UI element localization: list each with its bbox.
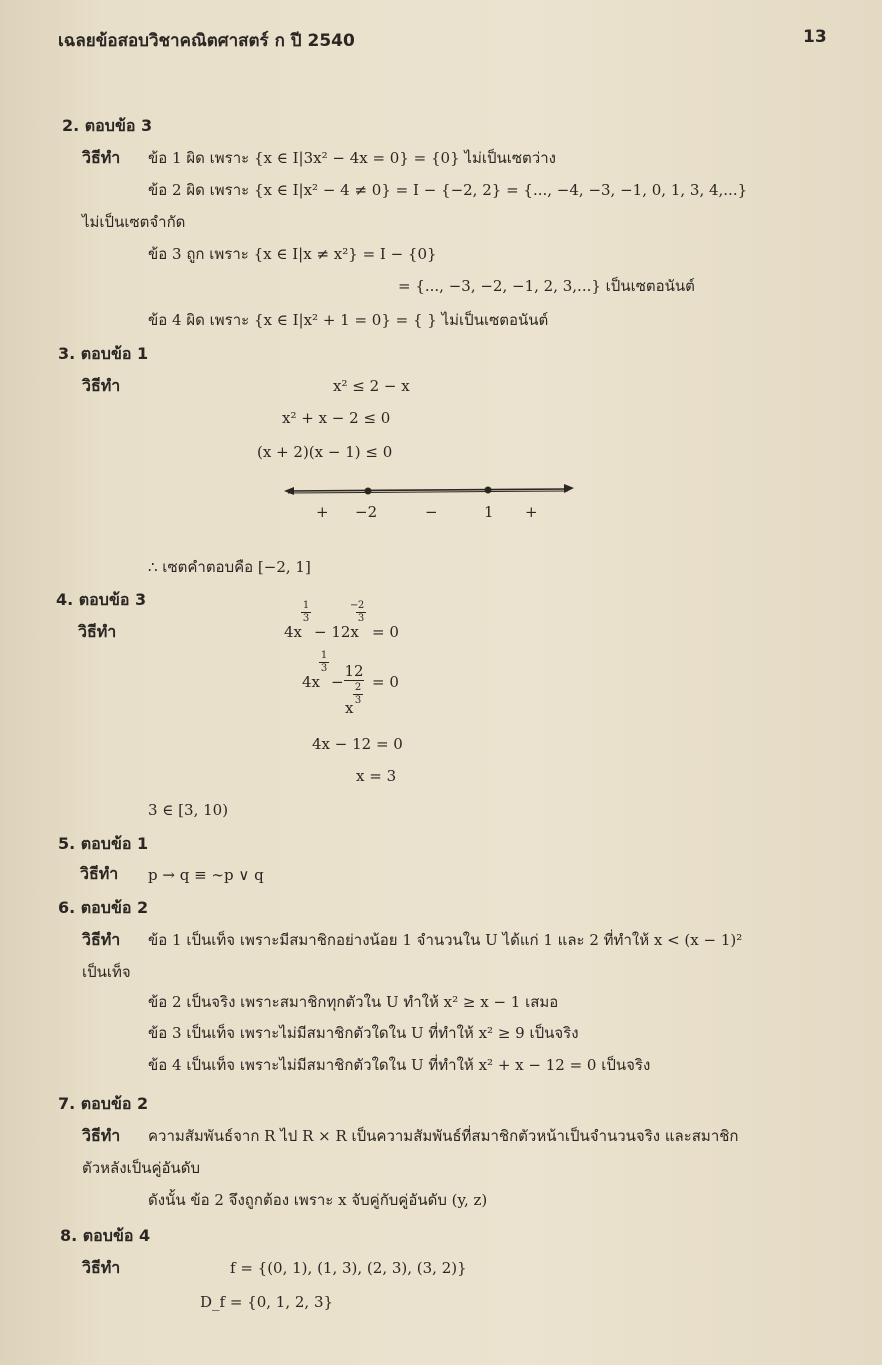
q3-eq2: x² + x − 2 ≤ 0 [282, 409, 391, 427]
running-header-title: เฉลยข้อสอบวิชาคณิตศาสตร์ ก ปี 2540 [58, 31, 355, 51]
q4-eq2-frac-den-exp [353, 682, 363, 707]
q6-line3: ข้อ 3 เป็นเท็จ เพราะไม่มีสมาชิกตัวใดใน U ที่ทำให้ x² ≥ 9 เป็นจริง [148, 1024, 579, 1042]
q7-line2: ดังนั้น ข้อ 2 จึงถูกต้อง เพราะ x จับคู่กับคู่อันดับ (y, z) [148, 1191, 488, 1209]
label-one: 1 [484, 503, 494, 521]
point-minus-two [365, 488, 372, 495]
q4-method-label: วิธีทำ [78, 622, 117, 641]
q4-eq2-term1-base: 4x [302, 673, 321, 691]
q8-eq2: D_f = {0, 1, 2, 3} [200, 1293, 334, 1311]
q4-eq2-den-exp-den: 3 [354, 695, 362, 706]
q8-heading: 8. ตอบข้อ 4 [60, 1226, 151, 1245]
q4-eq1-exp1-den: 3 [302, 613, 310, 624]
q2-heading: 2. ตอบข้อ 3 [62, 116, 153, 135]
number-line-diagram [282, 480, 578, 500]
q4-eq2-exp1 [319, 650, 329, 675]
q6-line1b: เป็นเท็จ [82, 963, 131, 981]
q5-eq: p → q ≡ ∼p ∨ q [148, 866, 264, 884]
page-number: 13 [803, 27, 827, 47]
q6-line1: ข้อ 1 เป็นเท็จ เพราะมีสมาชิกอย่างน้อย 1 จำนวนใน U ได้แก่ 1 และ 2 ที่ทำให้ x < (x − 1)² [148, 931, 743, 949]
q4-eq1-term1-base: 4x [284, 623, 303, 641]
q6-heading: 6. ตอบข้อ 2 [58, 898, 149, 917]
q4-conclusion: 3 ∈ [3, 10) [148, 801, 229, 819]
point-one [485, 487, 492, 494]
q4-eq2-frac-num: 12 [344, 662, 364, 680]
sign-minus-middle: − [425, 503, 438, 521]
q4-eq2-rhs: = 0 [372, 673, 399, 691]
q7-method-label: วิธีทำ [82, 1126, 121, 1145]
q3-eq1: x² ≤ 2 − x [333, 377, 410, 395]
q6-method-label: วิธีทำ [82, 930, 121, 949]
number-line [288, 489, 568, 491]
q6-line4: ข้อ 4 เป็นเท็จ เพราะไม่มีสมาชิกตัวใดใน U ที่ทำให้ x² + x − 12 = 0 เป็นจริง [148, 1056, 651, 1074]
q4-eq2-den-exp-num: 2 [354, 682, 362, 693]
arrow-right-icon [564, 484, 574, 493]
q4-eq2-minus: − [331, 673, 344, 691]
q2-line4: ข้อ 4 ผิด เพราะ {x ∈ I|x² + 1 = 0} = { } ไม่เป็นเซตอนันต์ [148, 311, 549, 329]
q8-method-label: วิธีทำ [82, 1258, 121, 1277]
q7-heading: 7. ตอบข้อ 2 [58, 1094, 149, 1113]
arrow-left-icon [284, 487, 294, 495]
q2-line3: ข้อ 3 ถูก เพราะ {x ∈ I|x ≠ x²} = I − {0} [148, 245, 437, 263]
q4-eq2-exp1-den: 3 [320, 663, 328, 674]
q4-eq4: x = 3 [356, 767, 397, 785]
q2-method-label: วิธีทำ [82, 148, 121, 167]
q4-eq1-exp1 [301, 600, 311, 625]
q5-heading: 5. ตอบข้อ 1 [58, 834, 149, 853]
q4-eq3: 4x − 12 = 0 [312, 735, 403, 753]
q3-answer: ∴ เซตคำตอบคือ [−2, 1] [148, 558, 311, 576]
q2-line2: ข้อ 2 ผิด เพราะ {x ∈ I|x² − 4 ≠ 0} = I − {−2, 2} = {..., −4, −3, −1, 0, 1, 3, 4,...} [148, 181, 748, 199]
q4-eq1-exp2-num: 2 [357, 600, 365, 611]
q2-line1: ข้อ 1 ผิด เพราะ {x ∈ I|3x² − 4x = 0} = {0} ไม่เป็นเซตว่าง [148, 149, 556, 167]
q2-line2b: ไม่เป็นเซตจำกัด [82, 213, 186, 231]
q2-line3b: = {..., −3, −2, −1, 2, 3,...} เป็นเซตอนันต์ [398, 277, 695, 295]
q4-eq1-exp2-minus: − [350, 600, 359, 611]
q4-eq1-exp2 [356, 600, 366, 625]
q3-eq3: (x + 2)(x − 1) ≤ 0 [257, 443, 393, 461]
q6-line2: ข้อ 2 เป็นจริง เพราะสมาชิกทุกตัวใน U ทำให้ x² ≥ x − 1 เสมอ [148, 993, 559, 1011]
q4-eq2-frac-den-base: x [345, 699, 354, 717]
q5-method-label: วิธีทำ [80, 864, 119, 883]
q4-eq1-exp1-num: 1 [302, 600, 310, 611]
sign-plus-left: + [316, 503, 329, 521]
q4-eq2-exp1-num: 1 [320, 650, 328, 661]
q4-eq1-exp2-den: 3 [357, 613, 365, 624]
q4-heading: 4. ตอบข้อ 3 [56, 590, 147, 609]
q3-method-label: วิธีทำ [82, 376, 121, 395]
q7-line1: ความสัมพันธ์จาก R ไป R × R เป็นความสัมพันธ์ที่สมาชิกตัวหน้าเป็นจำนวนจริง และสมาชิก [148, 1127, 739, 1145]
q4-eq1-rhs: = 0 [372, 623, 399, 641]
q8-eq1: f = {(0, 1), (1, 3), (2, 3), (3, 2)} [230, 1259, 467, 1277]
sign-plus-right: + [525, 503, 538, 521]
q4-eq1-term2-base: − 12x [314, 623, 359, 641]
q4-eq1 [284, 622, 302, 642]
q7-line1b: ตัวหลังเป็นคู่อันดับ [82, 1159, 201, 1177]
q3-heading: 3. ตอบข้อ 1 [58, 344, 149, 363]
label-minus-two: −2 [355, 503, 378, 521]
